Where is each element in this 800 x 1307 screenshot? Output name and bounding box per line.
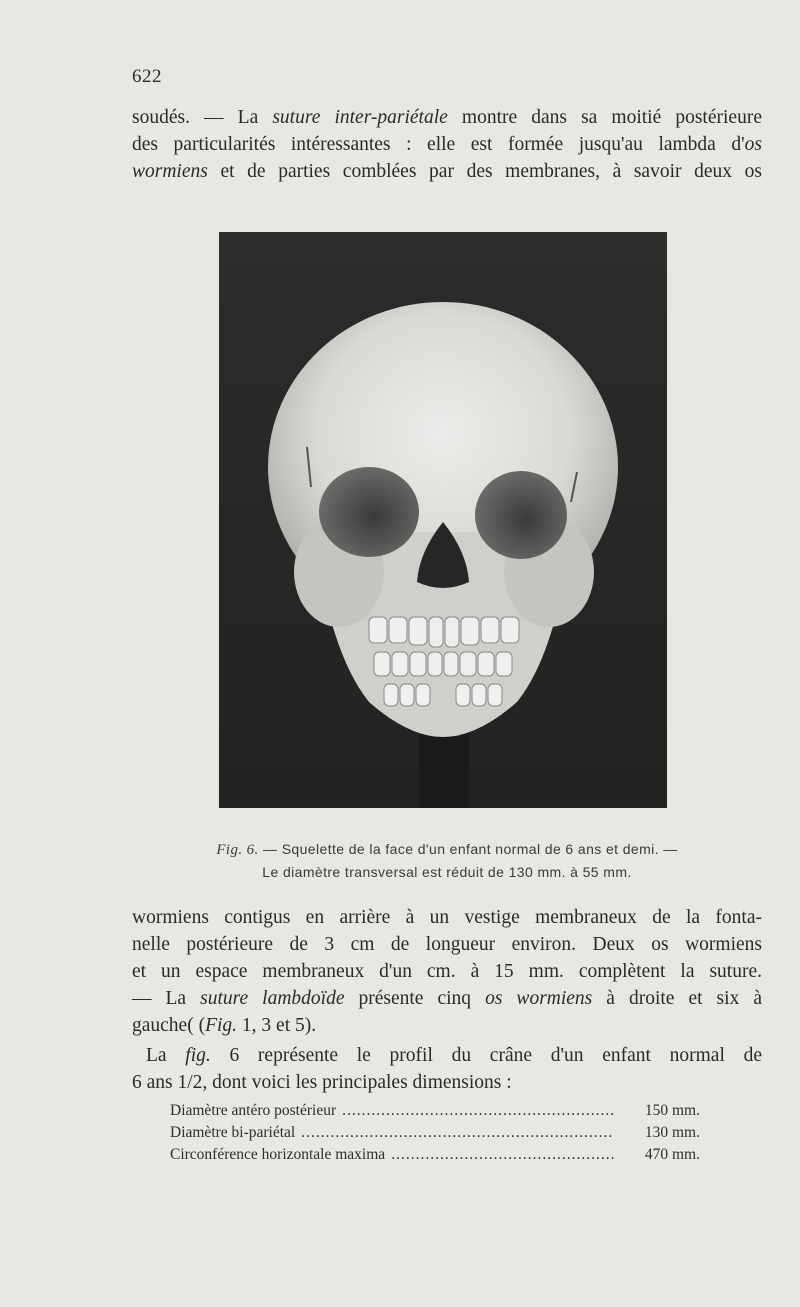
page-number: 622 [132, 66, 162, 87]
dimension-label: Diamètre antéro postérieur [170, 1102, 337, 1119]
skull-illustration [219, 232, 667, 808]
text-line: wormiens et de parties comblées par des membranes, à savoir deux os [132, 161, 762, 182]
dimension-row [170, 1100, 700, 1122]
dimension-row [170, 1144, 700, 1166]
text-line: des particularités intéressantes : elle est formée jusqu'au lambda d'os [132, 134, 762, 155]
dimension-label: Diamètre bi-pariétal [170, 1124, 296, 1141]
caption-line-2: Le diamètre transversal est réduit de 130 mm. à 55 mm. [262, 864, 632, 880]
text-line: nelle postérieure de 3 cm de longueur environ. Deux os wormiens [132, 934, 762, 955]
dimension-value: 130 mm. [644, 1124, 700, 1141]
text-line: La fig. 6 représente le profil du crâne d'un enfant normal de [146, 1045, 762, 1066]
text-line: et un espace membraneux d'un cm. à 15 mm. complètent la suture. [132, 961, 762, 982]
paragraph-top [132, 104, 762, 185]
dimension-value: 470 mm. [644, 1146, 700, 1163]
paragraph-bottom [132, 1042, 762, 1096]
figure-caption [132, 838, 762, 883]
paragraph-middle [132, 904, 762, 1039]
leader-dots [391, 1144, 614, 1166]
caption-line-1: Fig. 6. — Squelette de la face d'un enfant normal de 6 ans et demi. — [216, 841, 678, 858]
text-line: — La suture lambdoïde présente cinq os wormiens à droite et six à [132, 988, 762, 1009]
text-line: wormiens contigus en arrière à un vestige membraneux de la fonta- [132, 907, 762, 928]
text-line: soudés. — La suture inter-pariétale montre dans sa moitié postérieure [132, 107, 762, 128]
dimension-value: 150 mm. [644, 1102, 700, 1119]
dimensions-table [170, 1100, 700, 1166]
text-line: 6 ans 1/2, dont voici les principales dimensions : [132, 1072, 512, 1093]
skull-photograph [219, 232, 667, 808]
leader-dots [301, 1122, 614, 1144]
leader-dots [342, 1100, 614, 1122]
text-line: gauche( (Fig. 1, 3 et 5). [132, 1015, 317, 1036]
dimension-label: Circonférence horizontale maxima [170, 1146, 386, 1163]
dimension-row [170, 1122, 700, 1144]
